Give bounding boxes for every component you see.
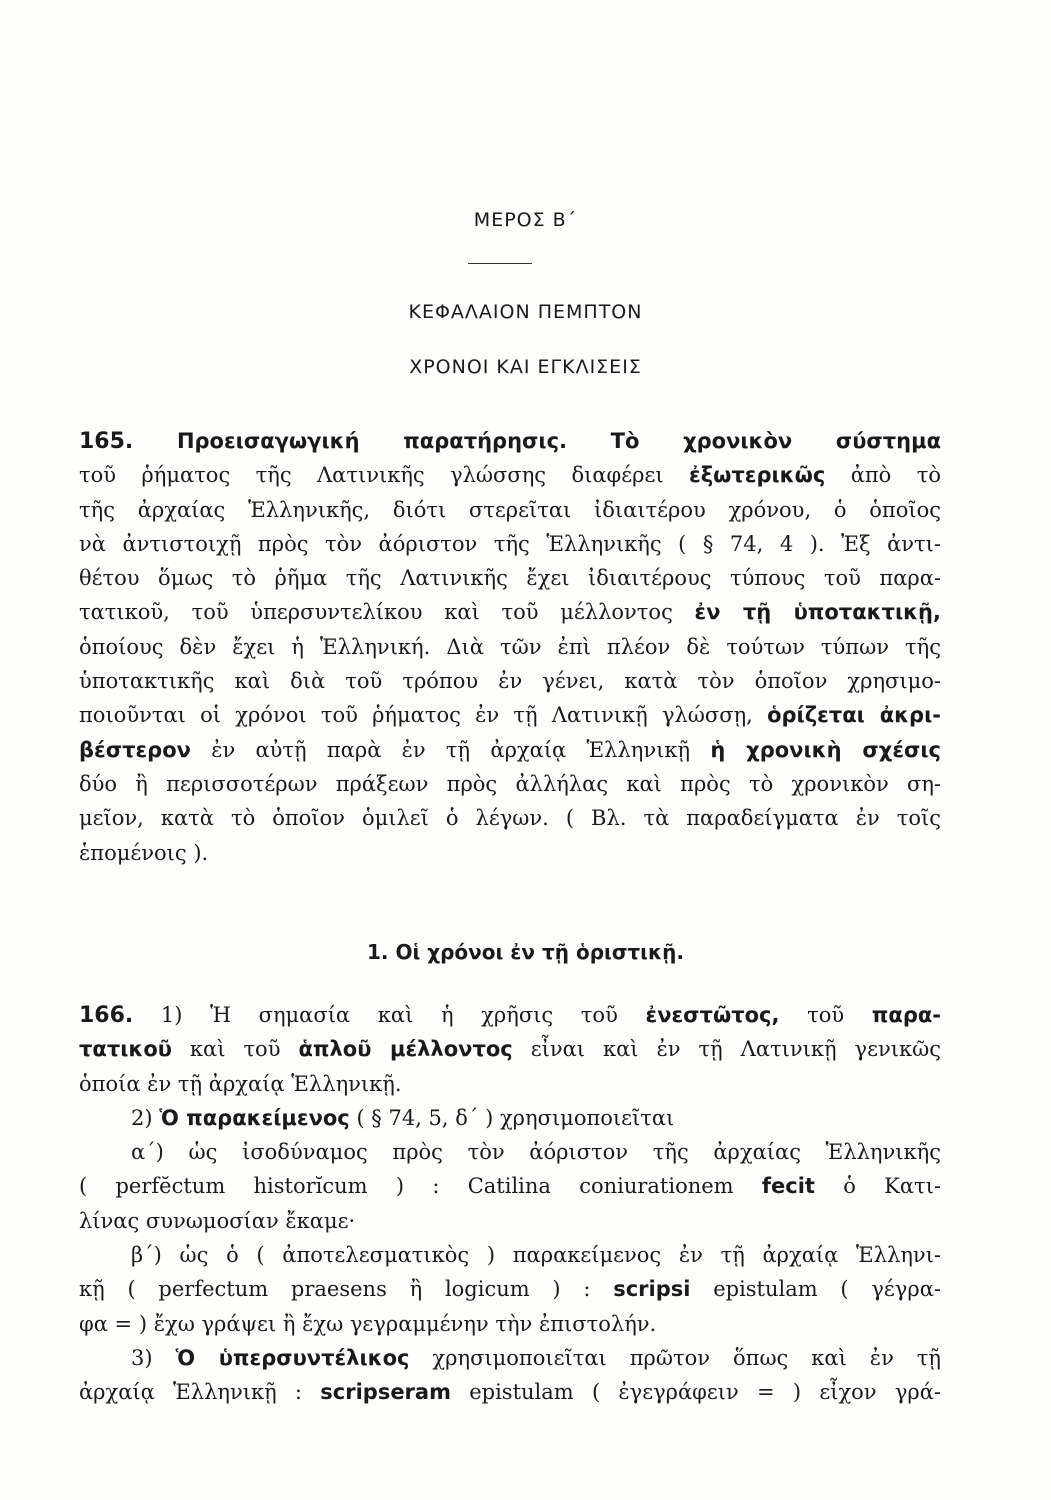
text: ἀρχαίᾳ Ἑλληνικῇ : <box>79 1380 321 1405</box>
text-line: τῆς ἀρχαίας Ἑλληνικῆς, διότι στερεῖται ἰδιαιτέρου χρόνου, ὁ ὁποῖος <box>79 497 941 522</box>
text: ποιοῦνται οἱ χρόνοι τοῦ ῥήματος ἐν τῇ Λατινικῇ γλώσσῃ, <box>79 703 768 728</box>
text: χρησιμοποιεῖται πρῶτον ὅπως καὶ ἐν τῇ <box>409 1345 942 1370</box>
text: 1) Ἡ σημασία καὶ ἡ χρῆσις τοῦ <box>133 1003 646 1027</box>
text: ( § 74, 5, δ΄ ) χρησιμοποιεῖται <box>349 1105 675 1130</box>
text: τοῦ ῥήματος τῆς Λατινικῆς γλώσσης διαφέρει <box>79 463 689 488</box>
bold-text: Ὁ ὑπερσυντέλικος <box>175 1345 410 1370</box>
part-title: ΜΕΡΟΣ Β΄ <box>473 209 578 231</box>
text-line <box>79 595 941 629</box>
text-line <box>79 1032 941 1066</box>
bold-text: ἐν τῇ ὑποτακτικῇ, <box>694 600 941 625</box>
bold-text: τατικοῦ <box>79 1037 172 1062</box>
bold-text: ἐξωτερικῶς <box>689 463 826 488</box>
paragraph-heading: Προεισαγωγική παρατήρησις. <box>133 429 567 453</box>
text-line <box>79 1375 941 1409</box>
text-line <box>79 1341 941 1375</box>
text-line: φα = ) ἔχω γράψει ἢ ἔχω γεγραμμένην τὴν ἐπιστολήν. <box>79 1311 657 1336</box>
bold-text: παρα- <box>871 1003 941 1027</box>
text-line <box>79 698 941 732</box>
bold-text: Τὸ χρονικὸν σύστημα <box>567 429 941 453</box>
text-line: β΄) ὡς ὁ ( ἀποτελεσματικὸς ) παρακείμενος ἐν τῇ ἀρχαίᾳ Ἑλληνι- <box>131 1243 941 1268</box>
bold-text: βέστερον <box>79 737 191 762</box>
bold-text: fecit <box>761 1174 815 1199</box>
text: τατικοῦ, τοῦ ὑπερσυντελίκου καὶ τοῦ μέλλοντος <box>79 600 695 625</box>
bold-text: ὁρίζεται ἀκρι- <box>767 703 941 728</box>
text: κῇ ( perfectum praesens ἢ logicum ) : <box>79 1277 614 1302</box>
text-line: θέτου ὅμως τὸ ῥῆμα τῆς Λατινικῆς ἔχει ἰδιαιτέρους τύπους τοῦ παρα- <box>79 566 941 591</box>
text-line: ἑπομένοις ). <box>79 840 209 865</box>
paragraph-number: 166. <box>79 1003 134 1028</box>
text-line <box>79 1169 941 1203</box>
text-line: α΄) ὡς ἰσοδύναμος πρὸς τὸν ἀόριστον τῆς ἀρχαίας Ἑλληνικῆς <box>131 1140 941 1165</box>
text-line <box>79 733 941 767</box>
text-line <box>79 424 941 458</box>
bold-text: scripsi <box>613 1277 691 1302</box>
paragraph-166 <box>79 998 941 1410</box>
text-line <box>79 1272 941 1306</box>
text: epistulam ( ἐγεγράφειν = ) εἶχον γρά- <box>450 1380 942 1405</box>
text: τοῦ <box>779 1003 872 1027</box>
text: ἐν αὐτῇ παρὰ ἐν τῇ ἀρχαίᾳ Ἑλληνικῇ <box>190 737 711 762</box>
text: καὶ τοῦ <box>171 1037 299 1062</box>
chapter-title: ΚΕΦΑΛΑΙΟΝ ΠΕΜΠΤΟΝ <box>408 301 643 323</box>
text: ἀπὸ τὸ <box>825 463 941 488</box>
text-line <box>79 1101 941 1135</box>
bold-text: scripseram <box>320 1380 451 1405</box>
text-line: μεῖον, κατὰ τὸ ὁποῖον ὁμιλεῖ ὁ λέγων. ( Βλ. τὰ παραδείγματα ἐν τοῖς <box>79 806 941 831</box>
text: 2) <box>131 1105 160 1130</box>
text-line: ὁποίους δὲν ἔχει ἡ Ἑλληνική. Διὰ τῶν ἐπὶ πλέον δὲ τούτων τύπων τῆς <box>79 634 941 659</box>
text-line <box>79 998 941 1032</box>
bold-text: ἐνεστῶτος, <box>645 1003 780 1027</box>
text: ( perfĕctum historĭcum ) : Catilina coniurationem <box>79 1174 762 1199</box>
text: εἶναι καὶ ἐν τῇ Λατινικῇ γενικῶς <box>512 1037 942 1062</box>
text-line: ὑποτακτικῆς καὶ διὰ τοῦ τρόπου ἐν γένει, κατὰ τὸν ὁποῖον χρησιμο- <box>79 669 941 694</box>
section-title: ΧΡΟΝΟΙ ΚΑΙ ΕΓΚΛΙΣΕΙΣ <box>409 356 642 378</box>
text-line <box>79 458 941 492</box>
text-line: δύο ἢ περισσοτέρων πράξεων πρὸς ἀλλήλας καὶ πρὸς τὸ χρονικὸν ση- <box>79 771 941 796</box>
bold-text: ἡ χρονικὴ σχέσις <box>710 737 941 762</box>
text-line: λίνας συνωμοσίαν ἔκαμε· <box>79 1208 356 1233</box>
bold-text: Ὁ παρακείμενος <box>159 1105 350 1130</box>
bold-text: ἁπλοῦ μέλλοντος <box>298 1037 513 1062</box>
subsection-heading: 1. Οἱ χρόνοι ἐν τῇ ὁριστικῇ. <box>366 940 685 964</box>
paragraph-165 <box>79 424 941 870</box>
text: epistulam ( γέγρα- <box>690 1277 941 1302</box>
text: ὁ Κατι- <box>814 1174 942 1199</box>
divider <box>468 263 532 264</box>
paragraph-number: 165. <box>79 429 134 454</box>
text-line: νὰ ἀντιστοιχῇ πρὸς τὸν ἀόριστον τῆς Ἑλληνικῆς ( § 74, 4 ). Ἐξ ἀντι- <box>79 531 941 556</box>
text: 3) <box>131 1345 176 1370</box>
text-line: ὁποία ἐν τῇ ἀρχαίᾳ Ἑλληνικῇ. <box>79 1071 402 1096</box>
